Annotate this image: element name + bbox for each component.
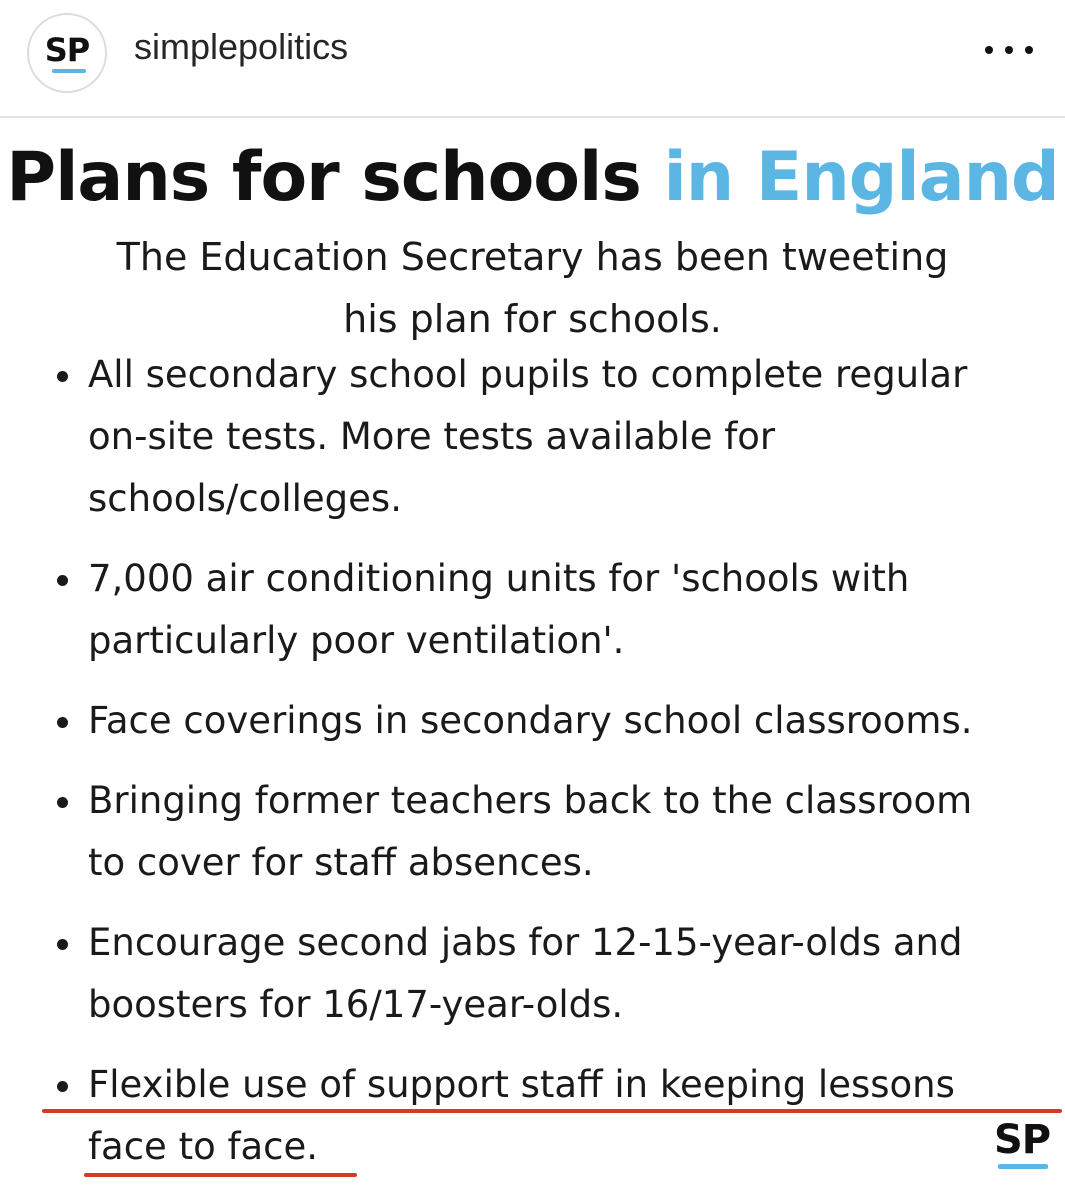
username-link[interactable]: simplepolitics — [134, 26, 349, 67]
list-item-line: 7,000 air conditioning units for 'schools with — [88, 557, 910, 600]
bullet-icon — [57, 575, 68, 586]
more-dot — [985, 46, 993, 54]
sp-watermark — [994, 1118, 1056, 1174]
post-title — [0, 138, 1065, 217]
watermark-logo-text: SP — [994, 1117, 1051, 1163]
list-item-line: Face coverings in secondary school classrooms. — [88, 699, 973, 742]
list-item-line: Flexible use of support staff in keeping lessons — [88, 1063, 955, 1106]
bullet-icon — [57, 371, 68, 382]
more-dot — [1005, 46, 1013, 54]
list-item-line: on-site tests. More tests available for — [88, 415, 776, 458]
bullet-icon — [57, 1081, 68, 1092]
red-annotation-underline — [84, 1173, 357, 1177]
list-item-line: All secondary school pupils to complete regular — [88, 353, 968, 396]
list-item-line: face to face. — [88, 1125, 319, 1168]
bullet-icon — [57, 939, 68, 950]
bullet-icon — [57, 797, 68, 808]
list-item-line: boosters for 16/17-year-olds. — [88, 983, 624, 1026]
subtitle-line: his plan for schools. — [343, 297, 722, 341]
more-options-icon[interactable] — [985, 36, 1033, 64]
red-annotation-underline — [42, 1109, 1062, 1113]
watermark-logo-underline — [998, 1164, 1048, 1169]
avatar[interactable] — [27, 13, 107, 93]
more-dot — [1025, 46, 1033, 54]
title-main: Plans for schools — [6, 138, 641, 217]
list-item-line: particularly poor ventilation'. — [88, 619, 625, 662]
avatar-logo-underline — [52, 69, 86, 73]
post-header — [0, 0, 1065, 118]
list-item-line: Bringing former teachers back to the classroom — [88, 779, 973, 822]
avatar-logo-text: SP — [44, 31, 90, 69]
title-accent: in England — [663, 138, 1059, 217]
list-item-line: Encourage second jabs for 12-15-year-olds and — [88, 921, 963, 964]
list-item-line: to cover for staff absences. — [88, 841, 594, 884]
bullet-icon — [57, 717, 68, 728]
post-subtitle — [0, 226, 1065, 350]
list-item-line: schools/colleges. — [88, 477, 402, 520]
subtitle-line: The Education Secretary has been tweeting — [116, 235, 949, 279]
